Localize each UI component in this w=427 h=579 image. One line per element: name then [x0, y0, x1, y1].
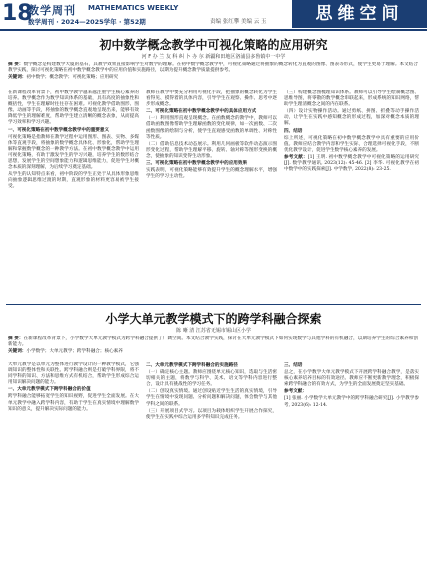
article1-keywords: 关键词：初中数学；概念教学；可视化策略；应用研究 [8, 75, 119, 81]
issue-info: 数学周刊 · 2024—2025学年 · 第52期 [28, 18, 146, 26]
body-paragraph: [1] 张丽. 小学数学大单元教学中的跨学科融合研究[J]. 小学教学参考, 2023(6): 12-14. [284, 396, 419, 408]
article2-abstract: 摘 要：在新课程改革背景下，小学数学大单元教学模式为跨学科融合提供了广阔空间。本文结合教学实践，探讨在大单元教学模式下如何实现数学与其他学科的有机融合，以期培养学生的综合素养和创新能力。 [8, 336, 418, 348]
body-paragraph: （三）开展项目式学习。以项目为载体组织学生开展合作探究，使学生在实践中综合运用多学科知识完成任务。 [146, 408, 277, 420]
body-paragraph: 实践表明，可视化策略能够有效提升学生的概念理解水平，增强学生的学习主动性。 [146, 168, 277, 180]
article2-column-left [8, 362, 139, 574]
masthead-rule [0, 29, 427, 31]
article2-byline: 陈 晰 清 江苏省无锡市锡山区小学 [176, 328, 251, 334]
body-paragraph: 综上所述，可视化策略在初中数学概念教学中具有重要的应用价值。教师应结合教学内容和学生实际，合理选择可视化手段，不断优化教学设计，促进学生数学核心素养的发展。 [284, 135, 419, 153]
section-title: 思维空间 [292, 0, 427, 28]
body-paragraph: （二）创设真实情境。通过创设贴近学生生活的真实情境，引导学生在情境中发现问题、分析问题和解决问题，体会数学与其他学科之间的联系。 [146, 389, 277, 407]
article-divider [6, 304, 421, 305]
article2-abstract-block [8, 336, 418, 358]
article1-column-middle [146, 90, 277, 300]
body-paragraph: （二）借助信息技术动态展示。利用几何画板等软件动态演示图形变化过程，帮助学生理解平移、旋转、轴对称等图形变换的概念，使抽象的知识变得生动形象。 [146, 141, 277, 159]
body-paragraph: （四）设计实物操作活动。通过剪纸、拼图、折叠等动手操作活动，让学生在实践中感知概念的形成过程，加深对概念本质的理解。 [284, 109, 419, 127]
article1-title: 初中数学概念教学中可视化策略的应用研究 [99, 38, 328, 52]
section-heading: 二、大单元教学模式下跨学科融合的实施路径 [146, 363, 238, 368]
body-paragraph: 可视化策略是指教师在教学过程中运用图形、图表、实物、多媒体等直观手段，将抽象的数学概念具体化、形象化，帮助学生理解和掌握数学概念的一种教学方法。在初中数学概念教学中运用可视化策略，有助于激发学生的学习兴趣，培养学生的数形结合思想，发展学生的空间想象能力和逻辑思维能力，促进学生对概念本质的深刻理解，为后续学习奠定基础。 [8, 134, 139, 171]
body-paragraph: （一）确定核心主题。教师应围绕单元核心知识，选取与生活密切相关的主题，将数学与科学、美术、语文等学科内容进行整合，设计具有挑战性的学习任务。 [146, 370, 277, 388]
article2-title: 小学大单元教学模式下的跨学科融合探索 [105, 312, 322, 326]
section-heading: 三、结语 [284, 363, 303, 368]
article1-byline: 河 F 办 兰 友 科 纠 卜 办 尔 新疆和田地区洛浦县多鲁镇中一中学 [141, 54, 286, 60]
page-number: 18 [2, 1, 33, 26]
section-heading: 二、可视化策略在初中数学概念教学中的具体应用方式 [146, 109, 257, 115]
section-heading: 一、大单元教学模式下跨学科融合的价值 [8, 387, 91, 393]
section-heading: 三、可视化策略在初中数学概念教学中的应用效果 [146, 161, 248, 167]
article1-column-right [284, 90, 419, 300]
section-heading: 四、结语 [284, 128, 303, 134]
body-paragraph: 总之，在小学数学大单元教学模式下开展跨学科融合教学，是落实核心素养培养目标的有效途径。教师应不断更新教学理念，积极探索跨学科融合的有效方式，为学生的全面发展奠定坚实基础。 [284, 370, 419, 388]
paper-name: 数学周刊 [28, 4, 76, 17]
section-heading: 一、可视化策略在初中数学概念教学中的重要意义 [8, 127, 110, 133]
editors-credit: 责编 张红攀 美编 云 玉 [210, 19, 267, 25]
body-paragraph: （一）利用图形直观呈现概念。在函数概念的教学中，教师可以借助函数图像帮助学生理解函数的变化规律，如一次函数、二次函数图像的绘制与分析，使学生直观感受函数的单调性、对称性等性质。 [146, 116, 277, 140]
body-paragraph: 教师在教学中要充分利用可视化手段，把抽象的概念转化为学生看得见、摸得着的具体内容，引导学生在观察、操作、思考中逐步形成概念。 [146, 90, 277, 108]
body-paragraph: 从学生的认知特点来看，初中阶段的学生正处于从具体形象思维向抽象逻辑思维过渡的时期，直观形象的材料更容易被学生接受。 [8, 172, 139, 190]
article1-abstract: 摘 要：数学概念是构建数学大厦的基石，其教学效果直接影响学生对数学的理解。在初中数学概念教学中，可视化策略通过将抽象的概念转化为直观的图像、图表等形式，使学生更易于理解。本文结合教学实践，探讨可视化策略在初中数学概念教学中的应用价值和实施路径，以期为提升概念教学质量提供参考。 [8, 62, 418, 74]
article2-column-right [284, 362, 419, 574]
body-paragraph: 在新课程改革背景下，初中数学教学越来越注重学生核心素养的培养。数学概念作为数学知识体系的基础，具有高度的抽象性和概括性，学生在理解时往往存在困难。可视化教学借助图形、图像、动画等手段，将抽象的数学概念直观地呈现出来，能够有效降低学生的理解难度，帮助学生建立清晰的概念表象，从而提高学习效率和学习兴趣。 [8, 90, 139, 126]
body-paragraph: （三）构建概念图梳理知识体系。教师可以引导学生绘制概念图、思维导图，将零散的数学概念串联起来，形成系统的知识网络，帮助学生理清概念之间的内在联系。 [284, 90, 419, 108]
article2-keywords: 关键词：小学数学；大单元教学；跨学科融合；核心素养 [8, 349, 123, 355]
body-paragraph: 跨学科融合能够拓宽学生的知识视野，促进学生全面发展。在大单元教学中融入跨学科内容，有助于学生在真实情境中理解数学知识的意义，提升解决实际问题的能力。 [8, 394, 139, 412]
article1-column-left [8, 90, 139, 300]
article1-references: 参考文献：[1] 王明. 初中数学概念教学中可视化策略的运用研究[J]. 数学教学通讯, 2023(12): 45-46. [2] 李华. 可视化教学在初中数学中的实践探索[J]. 中学数学, 2022(8): 23-25. [284, 154, 419, 173]
article2-column-middle [146, 362, 277, 574]
section-heading: 参考文献： [284, 389, 307, 395]
article1-abstract-block [8, 62, 418, 88]
masthead [0, 0, 427, 30]
paper-name-en: MATHEMATICS WEEKLY [88, 4, 179, 12]
body-paragraph: 大单元教学是以单元为整体进行教学设计的一种教学模式，它强调知识的整体性和关联性。跨学科融合则是打破学科界限，将不同学科的知识、方法和思维方式有机结合，帮助学生形成综合运用知识解决问题的能力。 [8, 362, 139, 386]
